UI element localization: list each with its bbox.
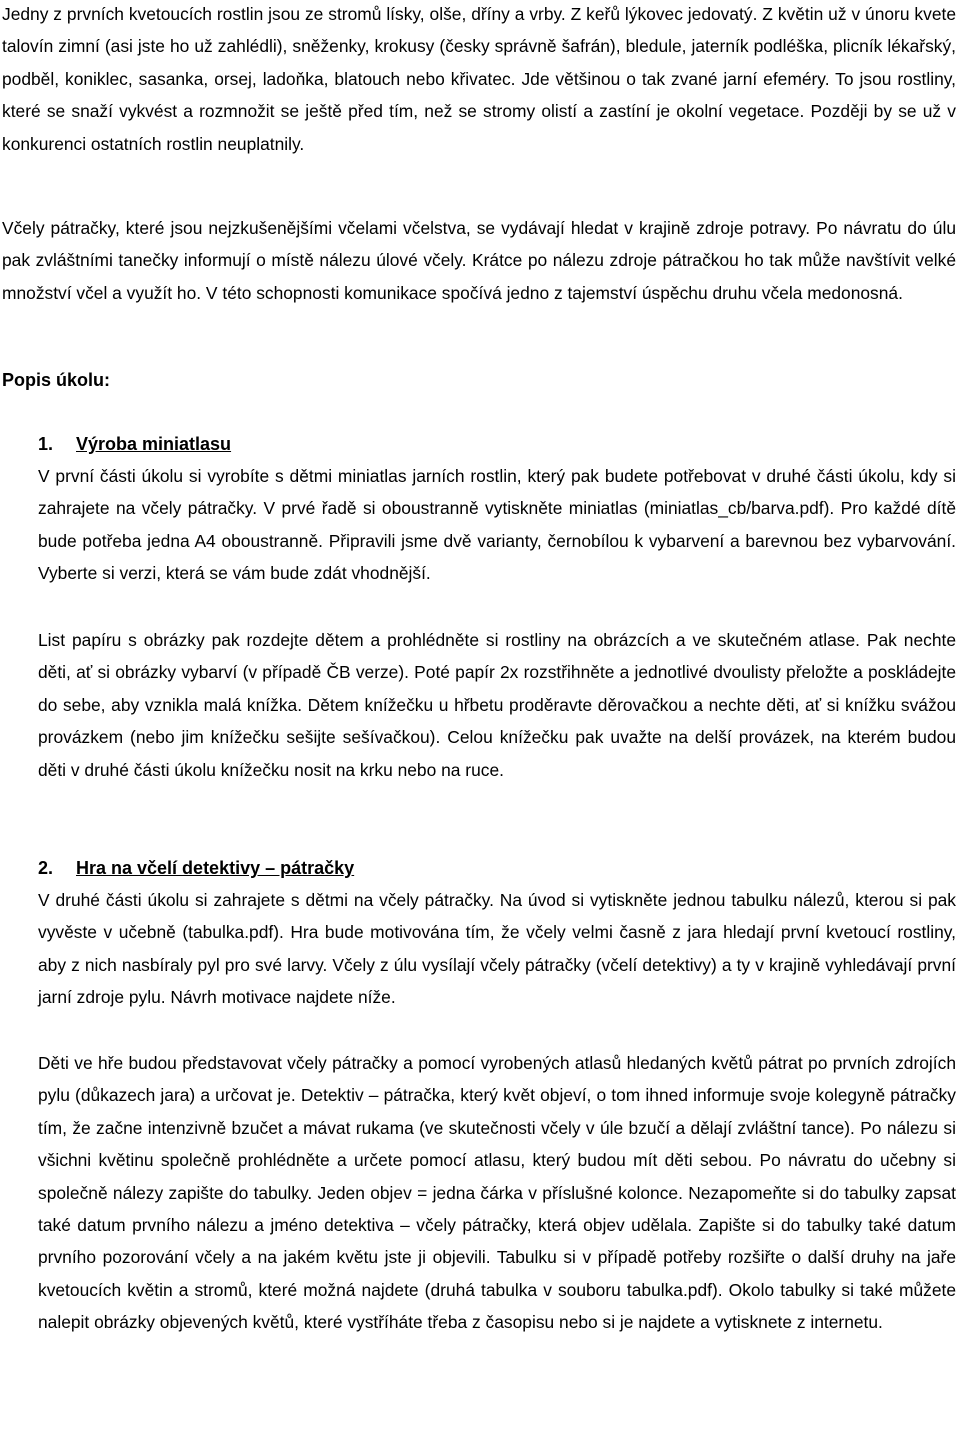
intro-paragraph-spring-flowers: Jedny z prvních kvetoucích rostlin jsou ze stromů lísky, olše, dříny a vrby. Z keřů lýkovec jedovatý. Z květin už v únoru kvete talovín zimní (asi jste ho už zahlédli), sněženky, krokusy (česky správně šafrán), bledule, jaterník podléška, plicník lékařský, podběl, koniklec, sasanka, orsej, ladoňka, blatouch nebo křivatec. Jde většinou o tak zvané jarní efeméry. To jsou rostliny, které se snaží vykvést a rozmnožit se ještě před tím, než se stromy olistí a zastíní je okolní vegetace. Později by se už v konkurenci ostatních rostlin neuplatnily. [2,4,956,154]
section-2-heading [38,852,354,884]
section-2-paragraph-game-rules: Děti ve hře budou představovat včely pátračky a pomocí vyrobených atlasů hledaných květů pátrat po prvních zdrojích pylu (důkazech jara) a určovat je. Detektiv – pátračka, který květ objeví, o tom ihned informuje svoje kolegyně pátračky tím, že začne intenzivně bzučet a mávat rukama (ve skutečnosti včely v úle bzučí a dělají zvláštní tance). Po nálezu si všichni květinu společně prohlédněte a určete pomocí atlasu, který budou mít děti sebou. Po návratu do učebny si společně nálezy zapište do tabulky. Jeden objev = jedna čárka v příslušné kolonce. Nezapomeňte si do tabulky zapsat také datum prvního nálezu a jméno detektiva – včely pátračky, která objev udělala. Zapište si do tabulky také datum prvního pozorování včely a na jakém květu jste ji objevili. Tabulku si v případě potřeby rozšiřte o další druhy na jaře kvetoucích květin a stromů, které možná najdete (druhá tabulka v souboru tabulka.pdf). Okolo tabulky si také můžete nalepit obrázky objevených květů, které vystříháte třeba z časopisu nebo si je najdete a vytisknete z internetu. [38,1053,956,1333]
section-2-title: Hra na včelí detektivy – pátračky [76,858,355,878]
section-2-paragraph-game-intro: V druhé části úkolu si zahrajete s dětmi na včely pátračky. Na úvod si vytiskněte jednou tabulku nálezů, kterou si pak vyvěste v učebně (tabulka.pdf). Hra bude motivována tím, že včely velmi časně z jara hledají první kvetoucí rostliny, aby z nich nasbíraly pyl pro své larvy. Včely z úlu vysílají včely pátračky (včelí detektivy) a ty v krajině vyhledávají první jarní zdroje pylu. Návrh motivace najdete níže. [38,890,956,1008]
section-1-heading [38,428,231,460]
section-1-paragraph-miniatlas: V první části úkolu si vyrobíte s dětmi miniatlas jarních rostlin, který pak budete potřebovat v druhé části úkolu, kdy si zahrajete na včely pátračky. V prvé řadě si oboustranně vytiskněte miniatlas (miniatlas_cb/barva.pdf). Pro každé dítě bude potřeba jedna A4 oboustranně. Připravili jsme dvě varianty, černobílou k vybarvení a barevnou bez vybarvování. Vyberte si verzi, která se vám bude zdát vhodnější. [38,466,956,584]
section-1-title: Výroba miniatlasu [76,434,232,454]
intro-paragraph-scout-bees: Včely pátračky, které jsou nejzkušenějšími včelami včelstva, se vydávají hledat v krajině zdroje potravy. Po návratu do úlu pak zvláštními tanečky informují o místě nálezu úlové včely. Krátce po nálezu zdroje pátračkou ho tak může navštívit velké množství včel a využít ho. V této schopnosti komunikace spočívá jedno z tajemství úspěchu druhu včela medonosná. [2,218,956,303]
section-2-number: 2. [38,858,54,878]
task-description-heading: Popis úkolu: [2,370,110,390]
section-1-number: 1. [38,434,54,454]
section-1-paragraph-booklet: List papíru s obrázky pak rozdejte dětem a prohlédněte si rostliny na obrázcích a ve skutečném atlase. Pak nechte děti, ať si obrázky vybarví (v případě ČB verze). Poté papír 2x rozstřihněte a jednotlivé dvoulisty přeložte a poskládejte do sebe, aby vznikla malá knížka. Dětem knížečku u hřbetu proděravte děrovačkou a nechte děti, ať si knížku svážou provázkem (nebo jim knížečku sešijte sešívačkou). Celou knížečku pak uvažte na delší provázek, na kterém budou děti v druhé části úkolu knížečku nosit na krku nebo na ruce. [38,630,956,780]
